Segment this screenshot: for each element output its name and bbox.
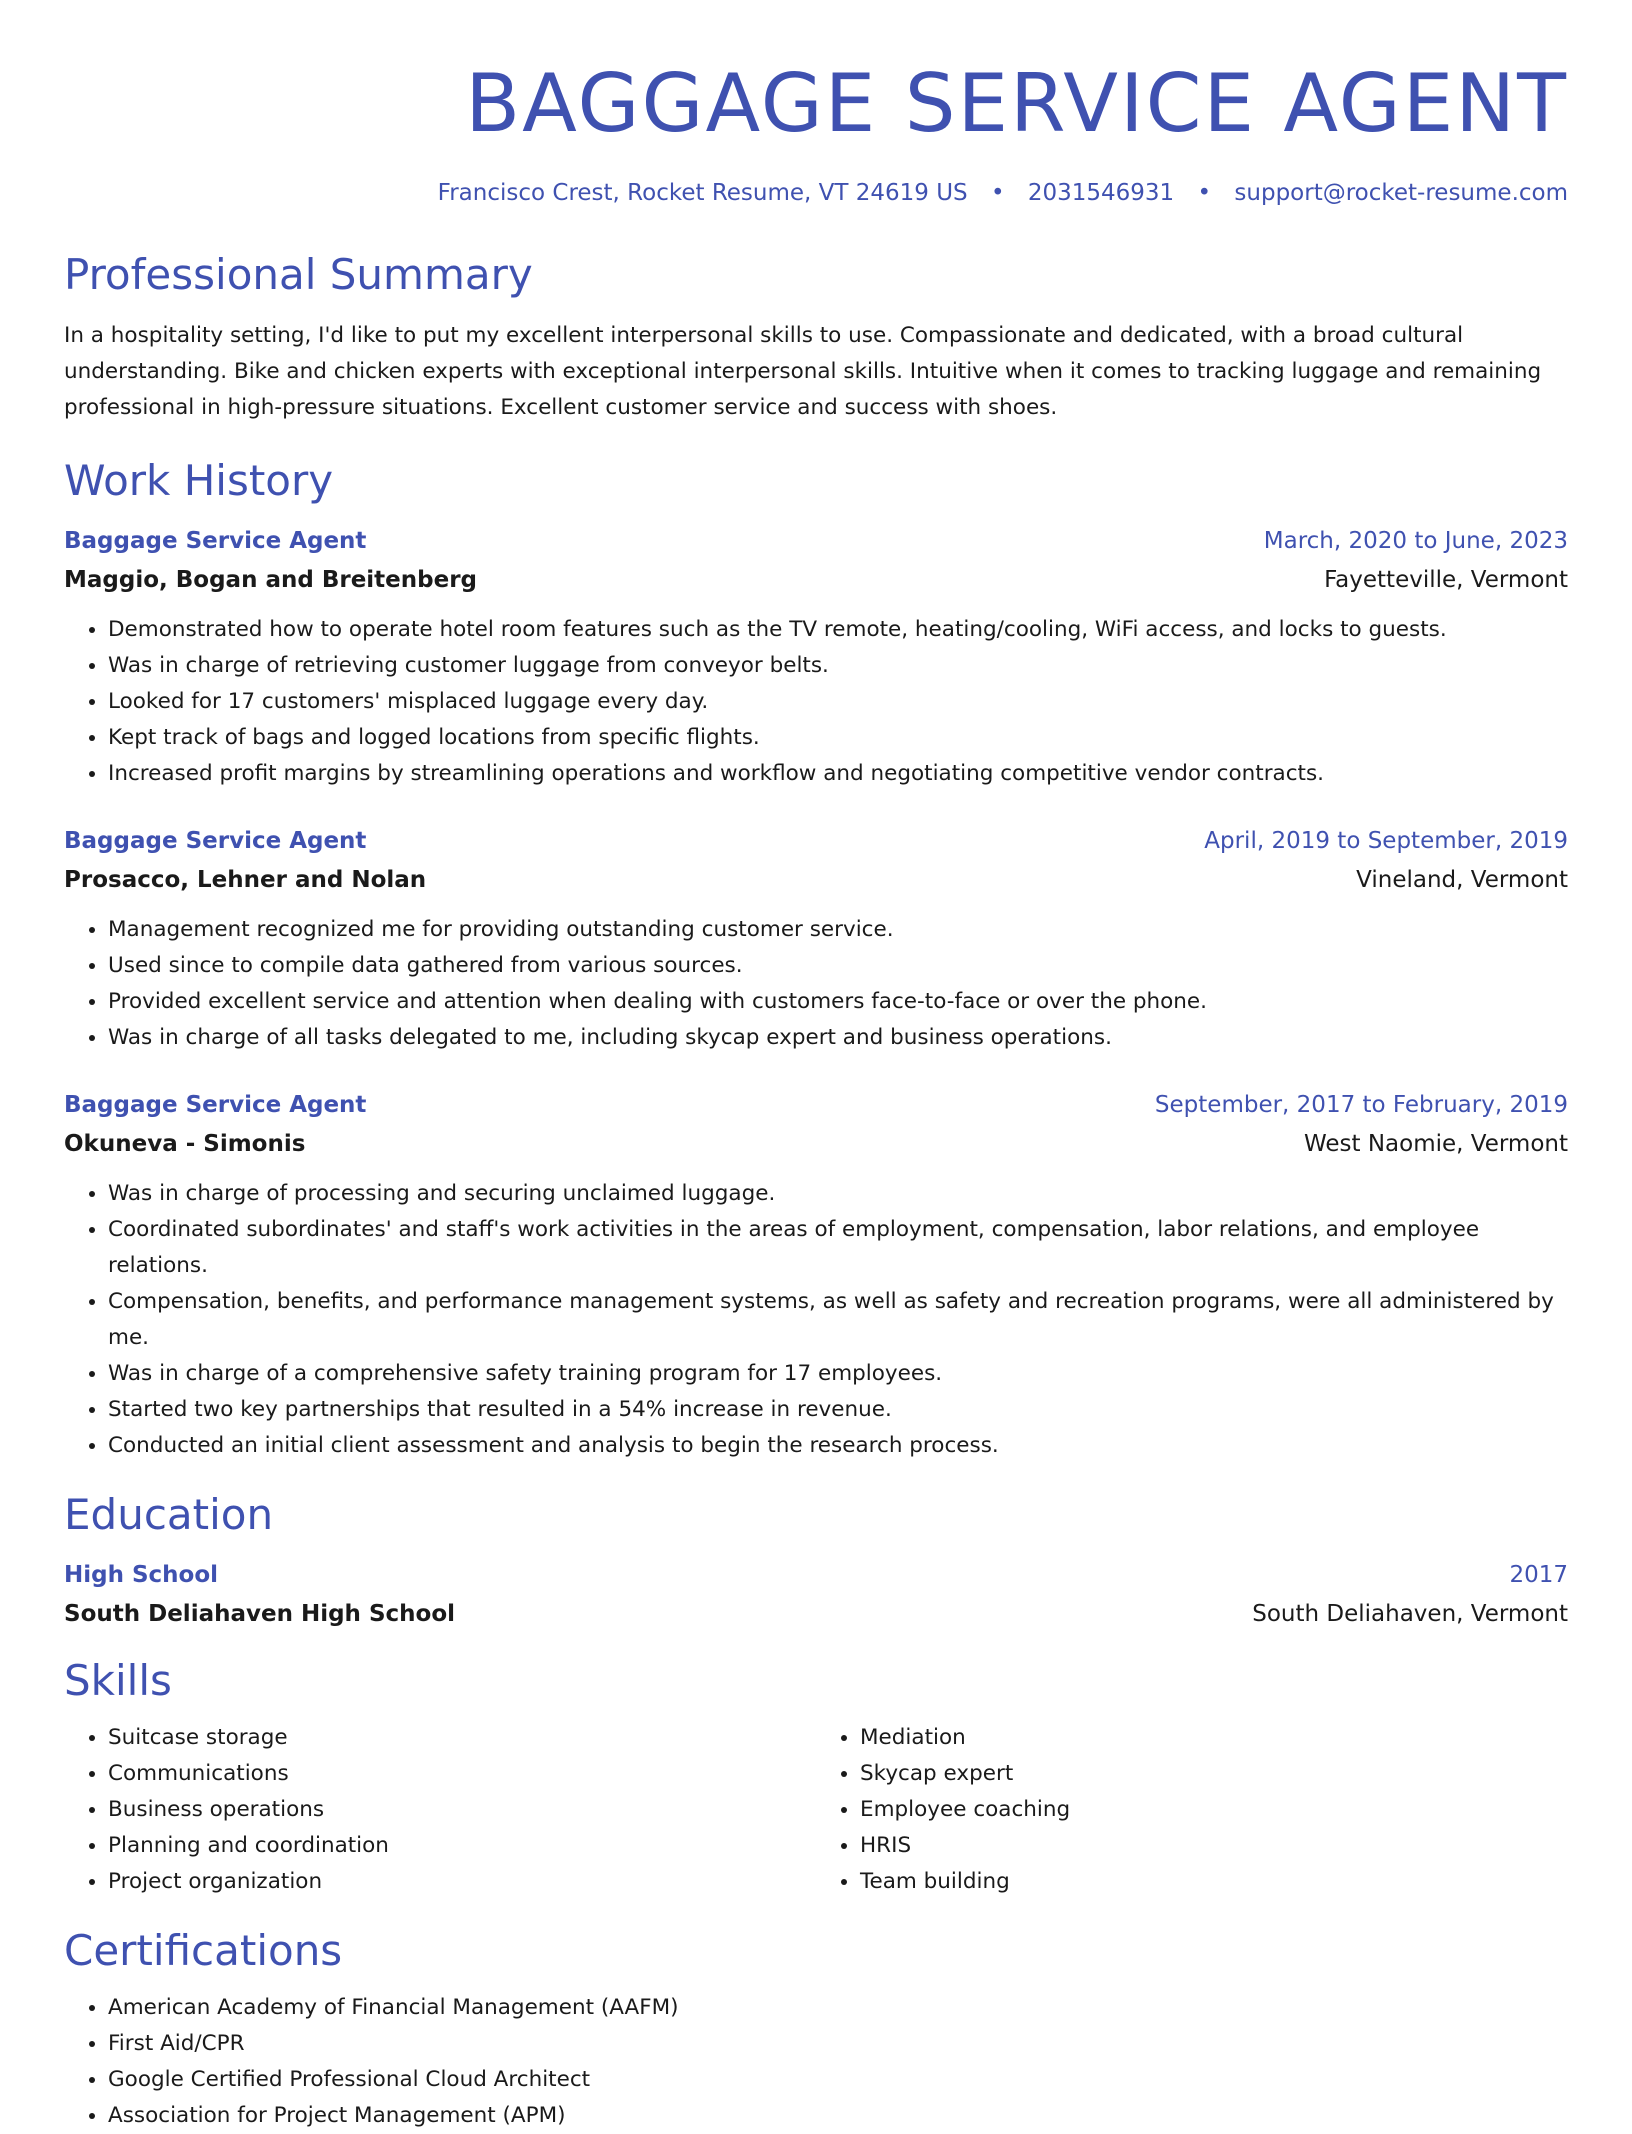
summary-text: In a hospitality setting, I'd like to put my excellent interpersonal skills to use. Compassionate and dedicated, with a broad cultural understanding. Bike and chicken experts with exceptional interpersonal skills. Intuitive when it comes to tracking luggage and remaining professional in high-pressure situations. Excellent customer service and success with shoes.: [64, 323, 1542, 420]
contact-address: Francisco Crest, Rocket Resume, VT 24619 US: [437, 180, 968, 206]
skills-list-right: [816, 1720, 1568, 1900]
certifications-list: [64, 1990, 1568, 2134]
certification-item: • First Aid/CPR: [108, 2026, 1568, 2062]
contact-separator: •: [990, 180, 1005, 206]
skill-item: • Business operations: [108, 1792, 816, 1828]
job-bullet: • Was in charge of a comprehensive safety training program for 17 employees.: [108, 1356, 1568, 1392]
skill-item: • Employee coaching: [860, 1792, 1568, 1828]
education-section-title: Education: [64, 1490, 274, 1539]
job-company: Okuneva - Simonis: [64, 1131, 306, 1157]
job-bullets: [64, 912, 1568, 1056]
job-bullets: [64, 1176, 1568, 1464]
education-year: 2017: [1509, 1562, 1568, 1588]
job-entry: [64, 822, 1568, 1056]
job-company: Maggio, Bogan and Breitenberg: [64, 567, 478, 593]
job-title: Baggage Service Agent: [64, 528, 367, 554]
contact-email: support@rocket-resume.com: [1234, 180, 1568, 206]
certification-item: • American Academy of Financial Management (AAFM): [108, 1990, 1568, 2026]
job-bullet: • Management recognized me for providing outstanding customer service.: [108, 912, 1568, 948]
contact-separator: •: [1197, 180, 1212, 206]
certification-item: • Association for Project Management (APM): [108, 2098, 1568, 2134]
education-school: South Deliahaven High School: [64, 1601, 455, 1627]
skill-item: • Team building: [860, 1864, 1568, 1900]
skill-item: • HRIS: [860, 1828, 1568, 1864]
job-location: Fayetteville, Vermont: [1324, 567, 1568, 593]
job-bullet: • Was in charge of all tasks delegated to me, including skycap expert and business operations.: [108, 1020, 1568, 1056]
education-entry: [64, 1556, 1568, 1634]
skill-item: • Communications: [108, 1756, 816, 1792]
work-history-section-title: Work History: [64, 456, 334, 505]
skill-item: • Mediation: [860, 1720, 1568, 1756]
skills-list-left: [64, 1720, 816, 1900]
job-bullet: • Increased profit margins by streamlining operations and workflow and negotiating competitive vendor contracts.: [108, 756, 1568, 792]
contact-line: [64, 178, 1568, 208]
job-bullet: • Was in charge of retrieving customer luggage from conveyor belts.: [108, 648, 1568, 684]
job-dates: March, 2020 to June, 2023: [1263, 528, 1568, 554]
job-bullet: • Compensation, benefits, and performance management systems, as well as safety and recreation programs, were all administered by me.: [108, 1284, 1568, 1356]
job-bullet: • Kept track of bags and logged locations from specific flights.: [108, 720, 1568, 756]
education-degree: High School: [64, 1562, 219, 1588]
job-bullet: • Demonstrated how to operate hotel room features such as the TV remote, heating/cooling, WiFi access, and locks to guests.: [108, 612, 1568, 648]
job-entry: [64, 522, 1568, 792]
certifications-section-title: Certifications: [64, 1926, 343, 1975]
job-location: Vineland, Vermont: [1356, 867, 1568, 893]
job-entry: [64, 1086, 1568, 1464]
job-bullet: • Looked for 17 customers' misplaced luggage every day.: [108, 684, 1568, 720]
skill-item: • Planning and coordination: [108, 1828, 816, 1864]
skills-section-title: Skills: [64, 1656, 172, 1705]
job-bullet: • Coordinated subordinates' and staff's work activities in the areas of employment, compensation, labor relations, and employee relations.: [108, 1212, 1568, 1284]
skills-columns: [64, 1720, 1568, 1900]
contact-phone: 2031546931: [1027, 180, 1175, 206]
skill-item: • Skycap expert: [860, 1756, 1568, 1792]
education-location: South Deliahaven, Vermont: [1252, 1601, 1568, 1627]
skill-item: • Project organization: [108, 1864, 816, 1900]
job-bullet: • Provided excellent service and attention when dealing with customers face-to-face or over the phone.: [108, 984, 1568, 1020]
job-bullet: • Conducted an initial client assessment and analysis to begin the research process.: [108, 1428, 1568, 1464]
job-bullets: [64, 612, 1568, 792]
job-location: West Naomie, Vermont: [1303, 1131, 1568, 1157]
job-bullet: • Started two key partnerships that resulted in a 54% increase in revenue.: [108, 1392, 1568, 1428]
job-bullet: • Used since to compile data gathered from various sources.: [108, 948, 1568, 984]
resume-name-heading: BAGGAGE SERVICE AGENT: [465, 57, 1568, 150]
job-company: Prosacco, Lehner and Nolan: [64, 867, 427, 893]
job-bullet: • Was in charge of processing and securing unclaimed luggage.: [108, 1176, 1568, 1212]
job-dates: September, 2017 to February, 2019: [1154, 1092, 1568, 1118]
job-title: Baggage Service Agent: [64, 828, 367, 854]
skill-item: • Suitcase storage: [108, 1720, 816, 1756]
job-dates: April, 2019 to September, 2019: [1204, 828, 1568, 854]
certification-item: • Google Certified Professional Cloud Architect: [108, 2062, 1568, 2098]
job-title: Baggage Service Agent: [64, 1092, 367, 1118]
summary-section-title: Professional Summary: [64, 250, 533, 299]
